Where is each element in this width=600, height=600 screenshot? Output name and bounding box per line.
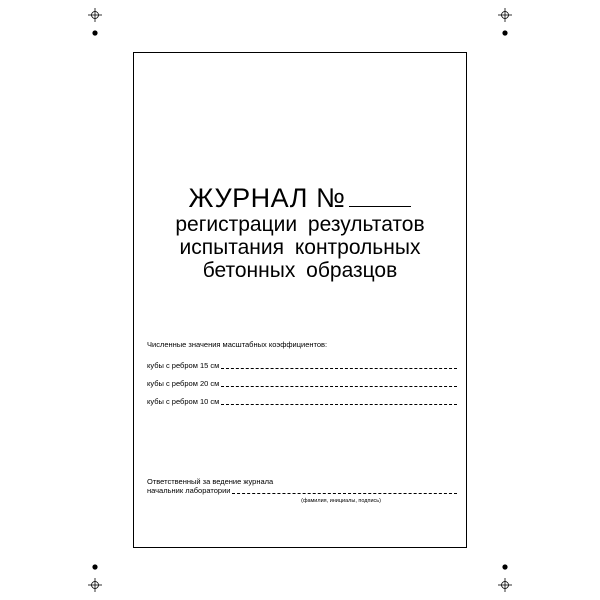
responsible-heading: Ответственный за ведение журнала bbox=[147, 477, 274, 486]
dot-mark-icon bbox=[501, 563, 509, 571]
responsible-label: начальник лаборатории bbox=[147, 486, 231, 495]
journal-subtitle-line-3: бетонных образцов bbox=[202, 259, 398, 282]
coefficient-row-10cm bbox=[147, 397, 457, 406]
coefficient-label: кубы с ребром 15 см bbox=[147, 361, 220, 370]
fill-in-line bbox=[221, 404, 457, 405]
crosshair-mark-icon bbox=[498, 578, 512, 592]
coefficient-label: кубы с ребром 10 см bbox=[147, 397, 220, 406]
dot-mark-icon bbox=[91, 29, 99, 37]
dot-mark-icon bbox=[501, 29, 509, 37]
crosshair-mark-icon bbox=[88, 8, 102, 22]
journal-title-block bbox=[134, 183, 466, 282]
signature-caption: (фамилия, инициалы, подпись) bbox=[301, 498, 381, 504]
journal-title bbox=[134, 183, 466, 213]
coefficients-heading: Численные значения масштабных коэффициентов: bbox=[147, 340, 328, 349]
journal-subtitle-line-1: регистрации результатов bbox=[175, 213, 425, 236]
journal-cover-page bbox=[133, 52, 467, 548]
journal-title-prefix: ЖУРНАЛ № bbox=[188, 183, 346, 213]
responsible-block bbox=[147, 477, 457, 504]
journal-subtitle-line-2: испытания контрольных bbox=[179, 236, 421, 259]
journal-number-blank bbox=[349, 184, 411, 207]
crosshair-mark-icon bbox=[498, 8, 512, 22]
coefficient-row-20cm bbox=[147, 379, 457, 388]
coefficients-block bbox=[147, 340, 457, 415]
coefficient-row-15cm bbox=[147, 361, 457, 370]
fill-in-line bbox=[221, 386, 457, 387]
crosshair-mark-icon bbox=[88, 578, 102, 592]
fill-in-line bbox=[221, 368, 457, 369]
responsible-row bbox=[147, 486, 457, 495]
coefficient-label: кубы с ребром 20 см bbox=[147, 379, 220, 388]
signature-line bbox=[232, 493, 457, 494]
dot-mark-icon bbox=[91, 563, 99, 571]
